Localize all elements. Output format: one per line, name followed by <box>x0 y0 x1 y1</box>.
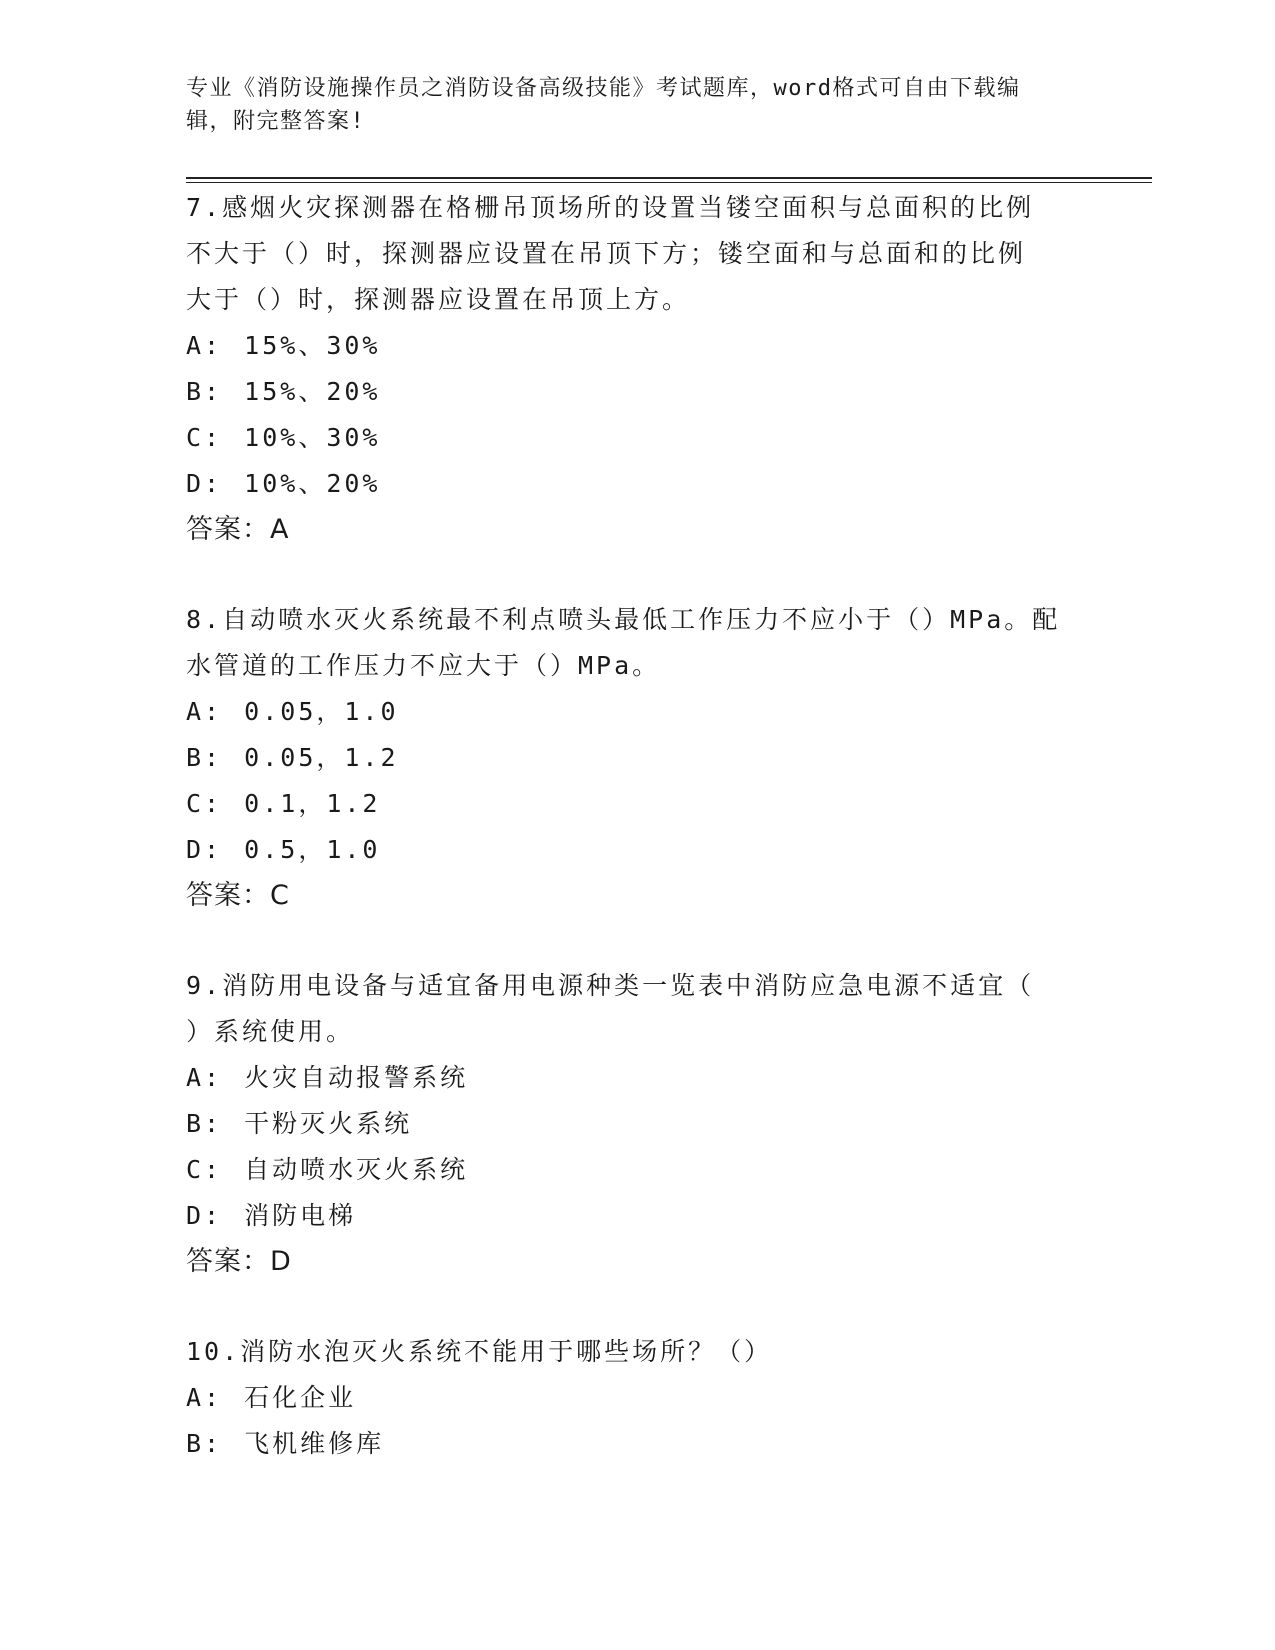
question-stem-line: 8.自动喷水灭火系统最不利点喷头最低工作压力不应小于（）MPa。配 <box>186 605 1061 634</box>
question-stem-line: ）系统使用。 <box>186 1017 355 1046</box>
option-d <box>186 461 1086 507</box>
question-stem-line: 7.感烟火灾探测器在格栅吊顶场所的设置当镂空面积与总面积的比例 <box>186 193 1035 222</box>
option-text: 0.5，1.0 <box>244 835 381 864</box>
option-text: 飞机维修库 <box>244 1429 385 1458</box>
option-letter: A: <box>186 1063 223 1092</box>
question-8 <box>186 597 1086 919</box>
option-text: 干粉灭火系统 <box>244 1109 413 1138</box>
option-b <box>186 369 1086 415</box>
answer-line: 答案：A <box>186 514 290 545</box>
option-text: 15%、30% <box>244 331 381 360</box>
option-letter: D: <box>186 1201 223 1230</box>
option-text: 0.1，1.2 <box>244 789 381 818</box>
option-letter: D: <box>186 835 223 864</box>
option-a <box>186 689 1086 735</box>
option-text: 0.05，1.2 <box>244 743 399 772</box>
header-divider-thin <box>186 182 1152 183</box>
option-b <box>186 1101 1086 1147</box>
header-line-1: 专业《消防设施操作员之消防设备高级技能》考试题库，word格式可自由下载编 <box>186 76 1021 101</box>
option-d <box>186 827 1086 873</box>
question-10 <box>186 1329 1086 1467</box>
option-letter: B: <box>186 1429 223 1458</box>
option-letter: C: <box>186 1155 223 1184</box>
question-stem-line: 9.消防用电设备与适宜备用电源种类一览表中消防应急电源不适宜（ <box>186 971 1035 1000</box>
option-b <box>186 735 1086 781</box>
question-stem-line: 水管道的工作压力不应大于（）MPa。 <box>186 651 661 680</box>
option-letter: B: <box>186 743 223 772</box>
option-letter: A: <box>186 331 223 360</box>
header-divider-thick <box>186 177 1152 179</box>
document-header <box>186 72 1066 138</box>
answer-line: 答案：D <box>186 1246 292 1277</box>
question-stem-line: 不大于（）时，探测器应设置在吊顶下方；镂空面和与总面和的比例 <box>186 239 1027 268</box>
option-a <box>186 1055 1086 1101</box>
option-letter: C: <box>186 789 223 818</box>
question-list <box>186 185 1086 1511</box>
question-9 <box>186 963 1086 1285</box>
option-d <box>186 1193 1086 1239</box>
option-text: 10%、20% <box>244 469 381 498</box>
option-text: 10%、30% <box>244 423 381 452</box>
option-letter: B: <box>186 1109 223 1138</box>
option-text: 火灾自动报警系统 <box>244 1063 469 1092</box>
answer-line: 答案：C <box>186 880 290 911</box>
option-letter: D: <box>186 469 223 498</box>
option-letter: C: <box>186 423 223 452</box>
option-letter: A: <box>186 697 223 726</box>
option-text: 消防电梯 <box>244 1201 357 1230</box>
option-a <box>186 323 1086 369</box>
option-b <box>186 1421 1086 1467</box>
option-a <box>186 1375 1086 1421</box>
option-letter: B: <box>186 377 223 406</box>
question-stem-line: 10.消防水泡灭火系统不能用于哪些场所？（） <box>186 1337 773 1366</box>
option-c <box>186 415 1086 461</box>
option-text: 15%、20% <box>244 377 381 406</box>
option-text: 0.05，1.0 <box>244 697 399 726</box>
question-7 <box>186 185 1086 553</box>
option-text: 石化企业 <box>244 1383 357 1412</box>
header-line-2: 辑，附完整答案! <box>186 109 366 134</box>
question-stem-line: 大于（）时，探测器应设置在吊顶上方。 <box>186 285 691 314</box>
option-text: 自动喷水灭火系统 <box>244 1155 469 1184</box>
option-letter: A: <box>186 1383 223 1412</box>
option-c <box>186 781 1086 827</box>
option-c <box>186 1147 1086 1193</box>
